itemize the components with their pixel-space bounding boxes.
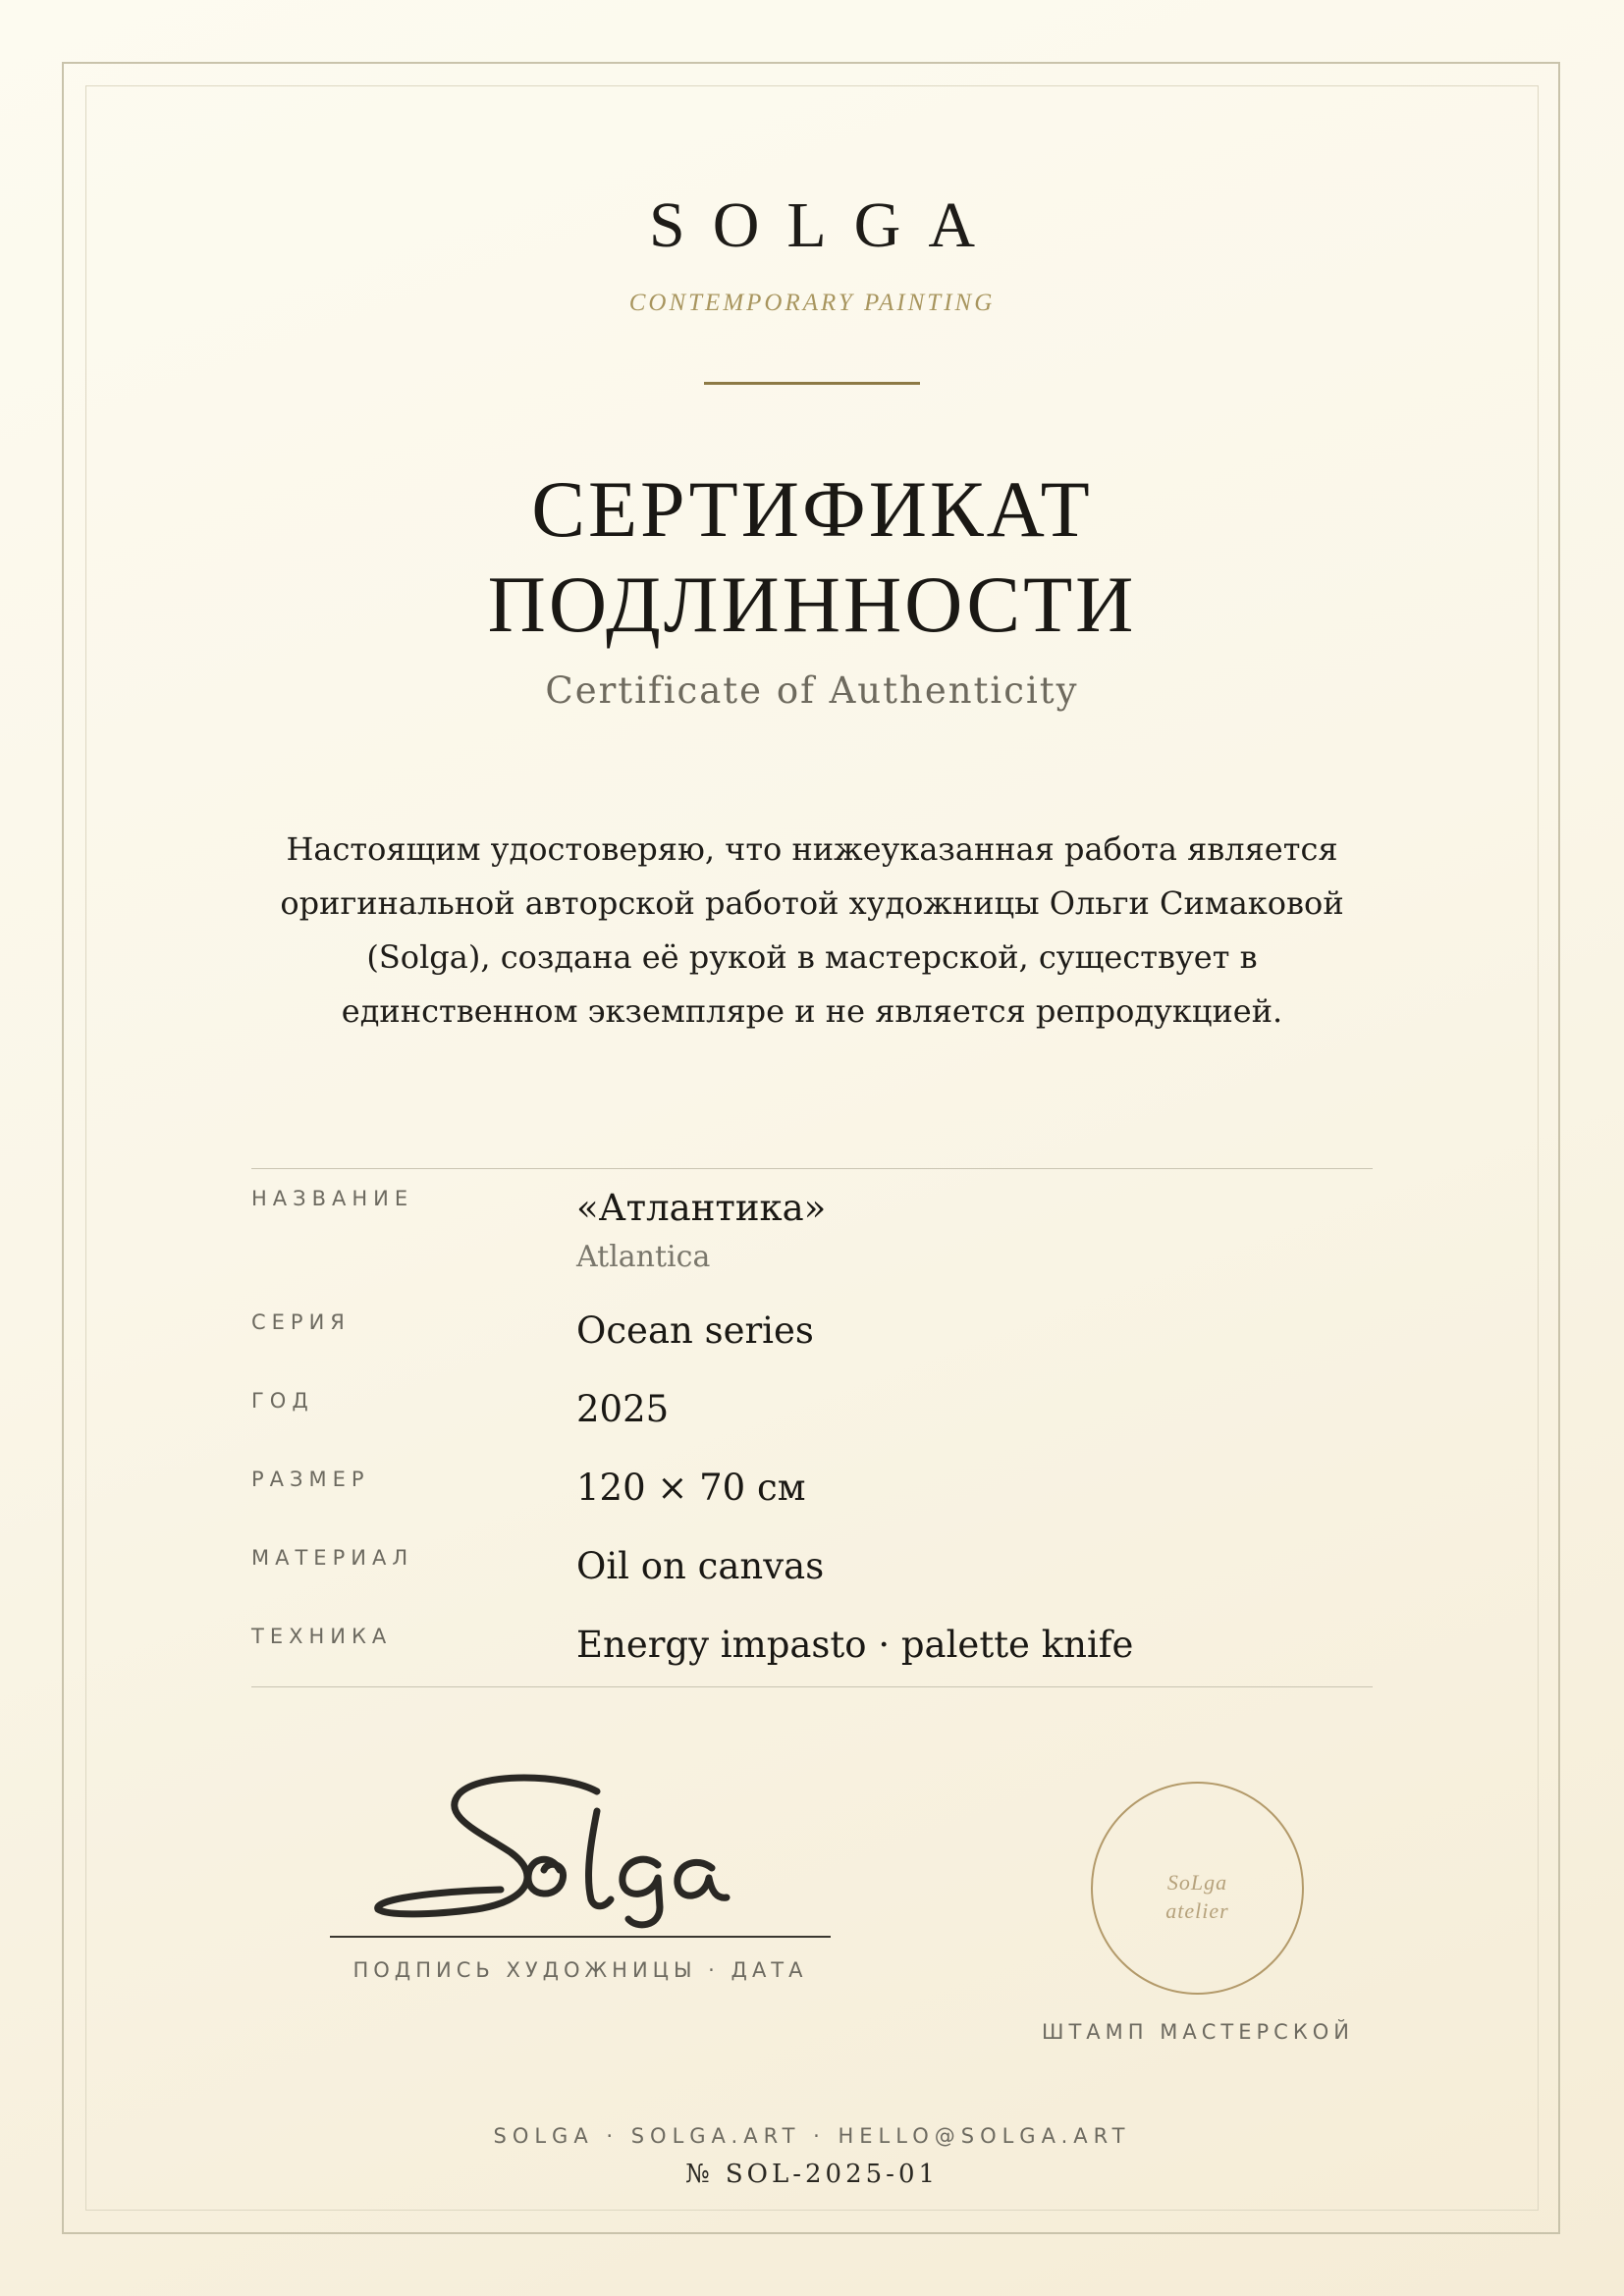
certificate-subtitle: Certificate of Authenticity (545, 669, 1079, 712)
stamp-line-1: SoLga (1166, 1870, 1228, 1895)
detail-value-series: Ocean series (576, 1309, 814, 1352)
footer-contacts: SOLGA · SOLGA.ART · HELLO@SOLGA.ART (493, 2124, 1131, 2148)
detail-value-size: 120 × 70 см (576, 1467, 806, 1509)
certificate-serial-number: № SOL-2025-01 (684, 2160, 940, 2189)
artist-signature (363, 1762, 825, 1939)
detail-value-title: «Атлантика» (576, 1187, 827, 1229)
detail-value-technique: Energy impasto · palette knife (576, 1624, 1134, 1666)
brand-tagline: CONTEMPORARY PAINTING (628, 290, 996, 316)
detail-label-series: СЕРИЯ (251, 1310, 351, 1334)
title-line-2: ПОДЛИННОСТИ (487, 560, 1137, 649)
details-bottom-divider (251, 1686, 1373, 1687)
signature-caption: ПОДПИСЬ ХУДОЖНИЦЫ · ДАТА (352, 1958, 808, 1982)
title-line-1: СЕРТИФИКАТ (531, 464, 1093, 554)
signature-line (330, 1936, 831, 1938)
stamp-caption: ШТАМП МАСТЕРСКОЙ (1042, 2020, 1354, 2044)
detail-label-year: ГОД (251, 1389, 314, 1413)
gold-divider (704, 382, 920, 385)
workshop-stamp (1091, 1782, 1304, 1995)
brand-name: SOLGA (648, 189, 1002, 261)
stamp-line-2: atelier (1165, 1898, 1229, 1923)
detail-label-title: НАЗВАНИЕ (251, 1187, 414, 1210)
detail-label-technique: ТЕХНИКА (251, 1625, 393, 1648)
detail-value-title-en: Atlantica (576, 1240, 711, 1274)
stamp-text (1093, 1868, 1302, 1925)
details-top-divider (251, 1168, 1373, 1169)
detail-label-size: РАЗМЕР (251, 1468, 370, 1491)
certificate-title (0, 461, 1624, 652)
detail-value-material: Oil on canvas (576, 1545, 825, 1587)
detail-value-year: 2025 (576, 1388, 670, 1430)
detail-label-material: МАТЕРИАЛ (251, 1546, 414, 1570)
authenticity-statement: Настоящим удостоверяю, что нижеуказанная работа является оригинальной авторской работой художницы Ольги Симаковой (Solga), создана её рукой в мастерской, существует в единственном экземпляре и не является репродукцией. (280, 830, 1344, 1030)
